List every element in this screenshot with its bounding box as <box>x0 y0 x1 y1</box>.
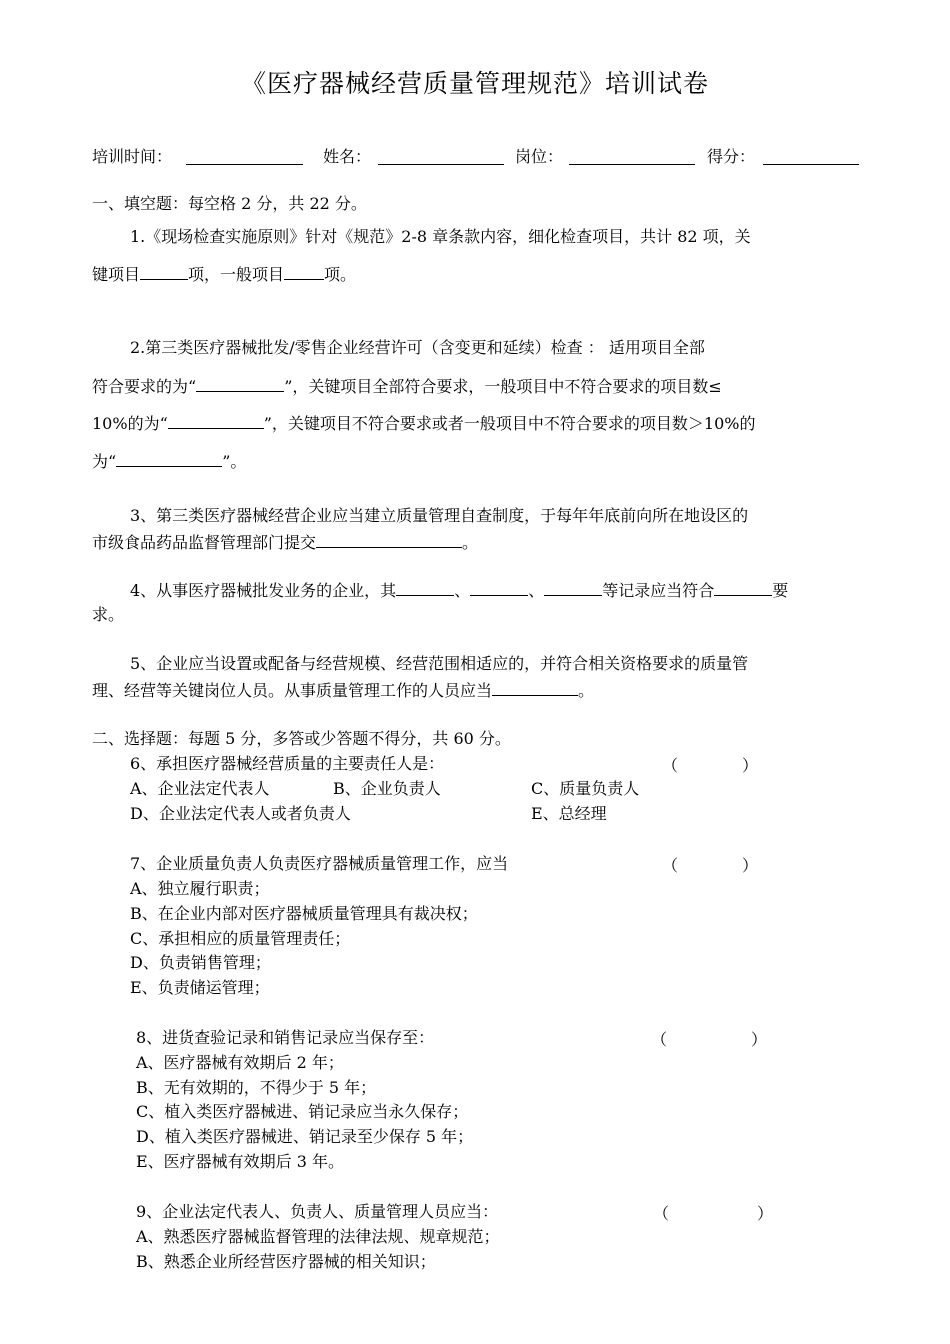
q5-text-a: 理、经营等关键岗位人员。从事质量管理工作的人员应当 <box>92 681 493 700</box>
q7-option-c: C、承担相应的质量管理责任； <box>130 929 351 948</box>
q9-answer-close: ） <box>757 1204 774 1223</box>
q7-option-e: E、负责储运管理； <box>130 978 270 997</box>
q8-option-a: A、医疗器械有效期后 2 年； <box>136 1053 344 1072</box>
q2-blank-1[interactable] <box>196 375 284 392</box>
q2-line2 <box>92 375 722 398</box>
q6-answer-close: ） <box>742 756 759 775</box>
q2-text-d: ”，关键项目不符合要求或者一般项目中不符合要求的项目数＞10%的 <box>263 414 756 433</box>
q2-text-c: 10%的为“ <box>92 414 168 433</box>
q8-answer-open: （ <box>651 1030 668 1049</box>
q8-option-c: C、植入类医疗器械进、销记录应当永久保存； <box>136 1102 469 1121</box>
q1-text-c: 项。 <box>324 265 357 284</box>
q5-text-b: 。 <box>578 681 595 700</box>
q6-answer-box[interactable] <box>680 750 742 774</box>
q7-answer-open: （ <box>662 856 679 875</box>
q4-sep-1: 、 <box>454 581 471 600</box>
q4-blank-3[interactable] <box>544 579 602 596</box>
q1-text-b: 项，一般项目 <box>188 265 285 284</box>
q6-option-a: A、企业法定代表人 <box>130 779 270 798</box>
q3-text-b: 。 <box>462 533 479 552</box>
score-field[interactable] <box>763 164 859 165</box>
q6-option-d: D、企业法定代表人或者负责人 <box>130 804 351 823</box>
position-label: 岗位： <box>515 147 564 166</box>
q2-blank-3[interactable] <box>116 450 222 467</box>
q4-text-c: 要 <box>772 581 789 600</box>
q9-answer-box[interactable] <box>671 1198 757 1222</box>
q2-line3 <box>92 412 756 435</box>
q7-option-b: B、在企业内部对医疗器械质量管理具有裁决权； <box>130 904 478 923</box>
section1-heading: 一、填空题：每空格 2 分，共 22 分。 <box>92 194 367 213</box>
q7-answer-box[interactable] <box>680 850 742 874</box>
q3-line1: 3、第三类医疗器械经营企业应当建立质量管理自查制度，于每年年底前向所在地设区的 <box>130 506 749 525</box>
q2-text-f: ”。 <box>222 452 247 471</box>
q1-text-a: 键项目 <box>92 265 141 284</box>
q5-line1: 5、企业应当设置或配备与经营规模、经营范围相适应的，并符合相关资格要求的质量管 <box>130 654 749 673</box>
q8-answer-close: ） <box>751 1030 768 1049</box>
q2-line4 <box>92 450 246 473</box>
q6-answer-open: （ <box>662 756 679 775</box>
q1-line1: 1.《现场检查实施原则》针对《规范》2-8 章条款内容，细化检查项目，共计 82 项，关 <box>130 227 751 246</box>
section2-heading: 二、选择题：每题 5 分，多答或少答题不得分，共 60 分。 <box>92 729 511 748</box>
q7-answer-close: ） <box>742 856 759 875</box>
q3-text-a: 市级食品药品监督管理部门提交 <box>92 533 317 552</box>
q2-blank-2[interactable] <box>168 412 264 429</box>
q5-line2 <box>92 679 594 702</box>
q4-sep-2: 、 <box>528 581 545 600</box>
q6-stem: 6、承担医疗器械经营质量的主要责任人是： <box>130 754 445 773</box>
q9-stem: 9、企业法定代表人、负责人、质量管理人员应当： <box>136 1202 499 1221</box>
q7-option-d: D、负责销售管理； <box>130 953 271 972</box>
q4-blank-2[interactable] <box>470 579 528 596</box>
q4-blank-4[interactable] <box>714 579 772 596</box>
q7-option-a: A、独立履行职责； <box>130 879 270 898</box>
q9-answer-open: （ <box>653 1204 670 1223</box>
q6-option-e: E、总经理 <box>531 804 607 823</box>
q6-option-c: C、质量负责人 <box>531 779 640 798</box>
q7-stem: 7、企业质量负责人负责医疗器械质量管理工作，应当 <box>130 854 509 873</box>
q1-blank-key[interactable] <box>140 263 188 280</box>
q9-option-b: B、熟悉企业所经营医疗器械的相关知识； <box>136 1252 436 1271</box>
q2-line1: 2.第三类医疗器械批发/零售企业经营许可（含变更和延续）检查 ： 适用项目全部 <box>130 338 705 357</box>
q8-option-e: E、医疗器械有效期后 3 年。 <box>136 1152 345 1171</box>
q8-answer-box[interactable] <box>669 1024 751 1048</box>
q3-line2 <box>92 531 478 554</box>
q3-blank[interactable] <box>316 531 462 548</box>
q4-blank-1[interactable] <box>396 579 454 596</box>
training-time-field[interactable] <box>186 164 303 165</box>
q4-text-a: 4、从事医疗器械批发业务的企业，其 <box>130 581 397 600</box>
score-label: 得分： <box>707 147 756 166</box>
q2-text-a: 符合要求的为“ <box>92 377 197 396</box>
q4-line1 <box>130 579 788 602</box>
q2-text-b: ”，关键项目全部符合要求，一般项目中不符合要求的项目数≤ <box>284 377 722 396</box>
q9-option-a: A、熟悉医疗器械监督管理的法律法规、规章规范； <box>136 1227 500 1246</box>
name-field[interactable] <box>378 164 504 165</box>
q1-line2 <box>92 263 356 286</box>
name-label: 姓名： <box>323 147 372 166</box>
q8-option-d: D、植入类医疗器械进、销记录至少保存 5 年； <box>136 1127 474 1146</box>
q2-text-e: 为“ <box>92 452 117 471</box>
q8-option-b: B、无有效期的，不得少于 5 年； <box>136 1078 377 1097</box>
training-time-label: 培训时间： <box>92 147 173 166</box>
q1-blank-general[interactable] <box>284 263 324 280</box>
q4-line2: 求。 <box>92 605 125 624</box>
q6-option-b: B、企业负责人 <box>333 779 441 798</box>
q5-blank[interactable] <box>492 679 578 696</box>
q8-stem: 8、进货查验记录和销售记录应当保存至： <box>136 1028 435 1047</box>
position-field[interactable] <box>569 164 695 165</box>
exam-title: 《医疗器械经营质量管理规范》培训试卷 <box>240 69 709 98</box>
q4-text-b: 等记录应当符合 <box>602 581 715 600</box>
